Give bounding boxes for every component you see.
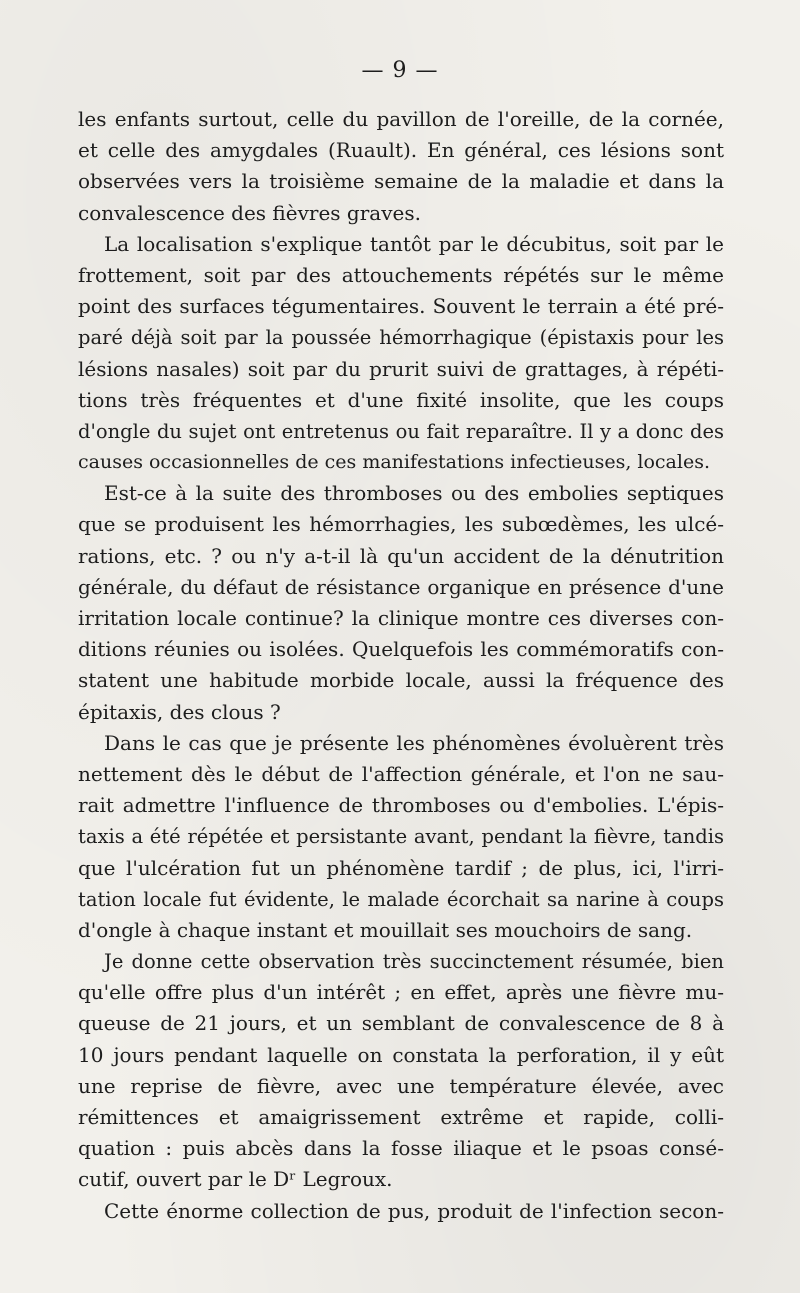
text-line: tions très fréquentes et d'une fixité insolite, que les coups: [78, 387, 724, 412]
text-line: d'ongle à chaque instant et mouillait ses mouchoirs de sang.: [78, 917, 693, 942]
text-line: générale, du défaut de résistance organique en présence d'une: [78, 574, 724, 599]
text-line: ditions réunies ou isolées. Quelquefois les commémoratifs con-: [78, 637, 724, 662]
text-line: irritation locale continue? la clinique montre ces diverses con-: [78, 606, 724, 630]
text-line: rait admettre l'influence de thromboses ou d'embolies. L'épis-: [78, 793, 724, 818]
text-line: statent une habitude morbide locale, aussi la fréquence des: [78, 668, 724, 693]
text-line: 10 jours pendant laquelle on constata la perforation, il y eût: [78, 1042, 724, 1067]
text-line: taxis a été répétée et persistante avant, pendant la fièvre, tandis: [78, 825, 724, 849]
page-number: — 9 —: [361, 58, 439, 83]
text-line: rémittences et amaigrissement extrême et rapide, colli-: [78, 1105, 724, 1129]
text-line: et celle des amygdales (Ruault). En général, ces lésions sont: [78, 138, 724, 163]
text-line: lésions nasales) soit par du prurit suivi de grattages, à répéti-: [78, 356, 724, 381]
text-line: Dans le cas que je présente les phénomènes évoluèrent très: [104, 730, 724, 755]
text-line: les enfants surtout, celle du pavillon de l'oreille, de la cornée,: [78, 107, 724, 131]
text-line: convalescence des fièvres graves.: [78, 200, 421, 225]
text-line: queuse de 21 jours, et un semblant de convalescence de 8 à: [78, 1011, 724, 1036]
body-text: [78, 104, 724, 1227]
text-line: rations, etc. ? ou n'y a-t-il là qu'un accident de la dénutrition: [78, 543, 724, 568]
text-line: une reprise de fièvre, avec une température élevée, avec: [78, 1073, 724, 1098]
text-line: quation : puis abcès dans la fosse iliaque et le psoas consé-: [78, 1136, 724, 1161]
text-line: que se produisent les hémorrhagies, les subœdèmes, les ulcé-: [78, 512, 724, 537]
text-line: observées vers la troisième semaine de la maladie et dans la: [78, 169, 724, 194]
text-line: cutif, ouvert par le Dʳ Legroux.: [78, 1167, 393, 1192]
text-line: Cette énorme collection de pus, produit de l'infection secon-: [104, 1198, 724, 1223]
text-line: nettement dès le début de l'affection générale, et l'on ne sau-: [78, 761, 724, 786]
text-line: épitaxis, des clous ?: [78, 699, 281, 724]
text-line: paré déjà soit par la poussée hémorrhagique (épistaxis pour les: [78, 326, 724, 350]
text-line: point des surfaces tégumentaires. Souvent le terrain a été pré-: [78, 294, 724, 319]
text-line: d'ongle du sujet ont entretenus ou fait reparaître. Il y a donc des: [78, 419, 724, 443]
text-line: La localisation s'explique tantôt par le décubitus, soit par le: [104, 231, 724, 256]
text-line: Est-ce à la suite des thromboses ou des embolies septiques: [104, 481, 724, 506]
text-line: frottement, soit par des attouchements répétés sur le même: [78, 262, 724, 287]
text-line: Je donne cette observation très succinctement résumée, bien: [104, 950, 724, 974]
text-line: causes occasionnelles de ces manifestations infectieuses, locales.: [78, 451, 711, 474]
text-line: qu'elle offre plus d'un intérêt ; en effet, après une fièvre mu-: [78, 980, 724, 1005]
text-line: que l'ulcération fut un phénomène tardif ; de plus, ici, l'irri-: [78, 855, 724, 880]
text-line: tation locale fut évidente, le malade écorchait sa narine à coups: [78, 887, 724, 911]
